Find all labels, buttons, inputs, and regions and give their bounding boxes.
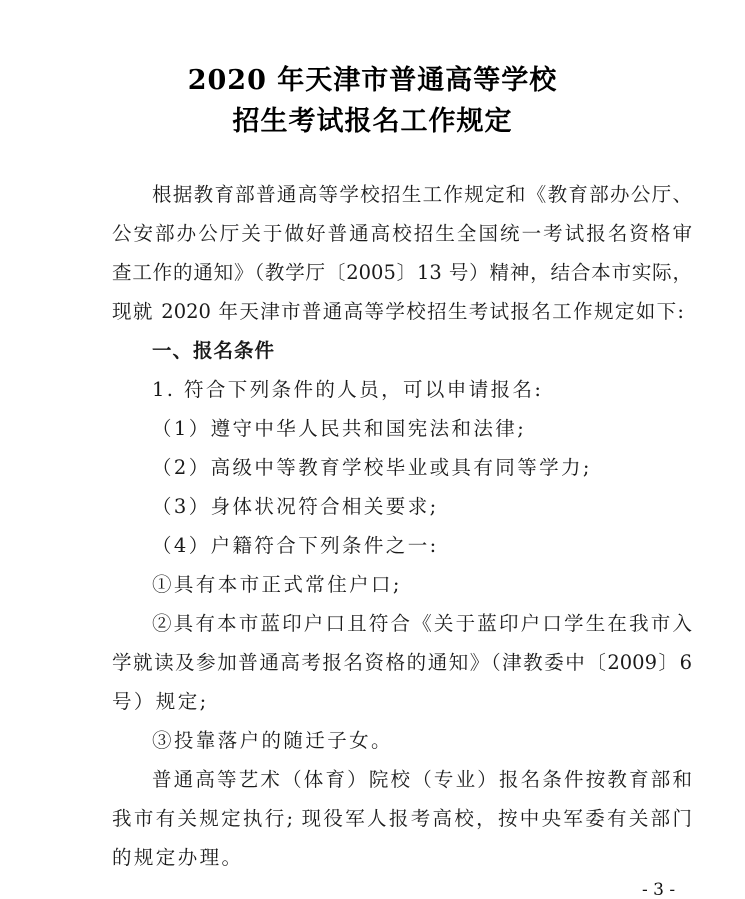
intro-paragraph-line-3: 查工作的通知》（教学厅〔2005〕13 号）精神，结合本市实际， (112, 261, 692, 284)
intro-paragraph-line-2: 公安部办公厅关于做好普通高校招生全国统一考试报名资格审 (112, 222, 692, 245)
household-condition-2-line-1: ②具有本市蓝印户口且符合《关于蓝印户口学生在我市入 (152, 612, 692, 635)
page-number: - 3 - (642, 880, 676, 899)
section-heading-registration-conditions: 一、报名条件 (152, 339, 276, 362)
household-condition-2-line-2: 学就读及参加普通高考报名资格的通知》（津教委中〔2009〕6 (112, 651, 692, 674)
household-condition-1: ①具有本市正式常住户口; (152, 573, 402, 596)
household-condition-2-line-3: 号）规定; (112, 690, 209, 713)
document-title-line-1: 2020 年天津市普通高等学校 (187, 65, 558, 96)
intro-paragraph-line-1: 根据教育部普通高等学校招生工作规定和《教育部办公厅、 (152, 183, 692, 206)
condition-intro: 1. 符合下列条件的人员，可以申请报名: (152, 378, 544, 401)
condition-item-4: （4）户籍符合下列条件之一: (152, 534, 439, 557)
art-sports-paragraph-line-3: 的规定办理。 (112, 846, 244, 869)
document-title-line-2: 招生考试报名工作规定 (232, 106, 513, 137)
condition-item-1: （1）遵守中华人民共和国宪法和法律; (152, 417, 527, 440)
art-sports-paragraph-line-1: 普通高等艺术（体育）院校（专业）报名条件按教育部和 (152, 768, 692, 791)
intro-paragraph-line-4: 现就 2020 年天津市普通高等学校招生考试报名工作规定如下: (112, 300, 684, 323)
condition-item-2: （2）高级中等教育学校毕业或具有同等学力; (152, 456, 592, 479)
condition-item-3: （3）身体状况符合相关要求; (152, 495, 439, 518)
household-condition-3: ③投靠落户的随迁子女。 (152, 729, 393, 752)
art-sports-paragraph-line-2: 我市有关规定执行; 现役军人报考高校，按中央军委有关部门 (112, 807, 692, 830)
